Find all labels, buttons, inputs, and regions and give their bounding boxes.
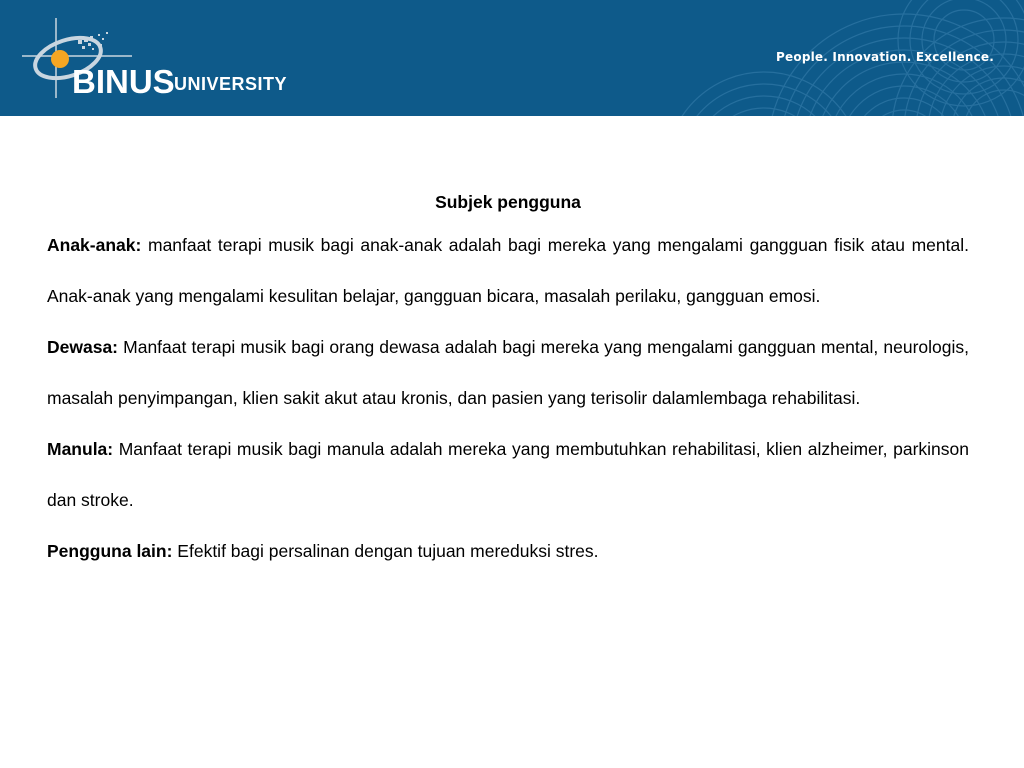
slide-content	[47, 184, 969, 577]
logo-university-text: UNIVERSITY	[174, 74, 288, 94]
paragraph-pengguna-lain	[47, 526, 969, 577]
header-banner	[0, 0, 1024, 116]
paragraph-text: Manfaat terapi musik bagi manula adalah mereka yang membutuhkan rehabilitasi, klien alzheimer, parkinson dan stroke.	[47, 439, 969, 510]
tagline: People. Innovation. Excellence.	[776, 50, 994, 64]
paragraph-anak-anak	[47, 220, 969, 322]
term-label: Anak-anak:	[47, 235, 142, 255]
paragraph-text: Efektif bagi persalinan dengan tujuan mereduksi stres.	[172, 541, 599, 561]
term-label: Pengguna lain:	[47, 541, 173, 561]
paragraph-dewasa	[47, 322, 969, 424]
paragraph-text: manfaat terapi musik bagi anak-anak adalah bagi mereka yang mengalami gangguan fisik atau mental. Anak-anak yang mengalami kesulitan belajar, gangguan bicara, masalah perilaku, gangguan emosi.	[47, 235, 969, 306]
slide-title: Subjek pengguna	[435, 192, 581, 212]
term-label: Dewasa:	[47, 337, 119, 357]
binus-logo	[22, 18, 312, 102]
paragraph-text: Manfaat terapi musik bagi orang dewasa adalah bagi mereka yang mengalami gangguan mental, neurologis, masalah penyimpangan, klien sakit akut atau kronis, dan pasien yang terisolir dalamlembaga rehabilitasi.	[47, 337, 969, 408]
logo-binus-text: BINUS	[72, 63, 175, 100]
term-label: Manula:	[47, 439, 114, 459]
paragraph-manula	[47, 424, 969, 526]
